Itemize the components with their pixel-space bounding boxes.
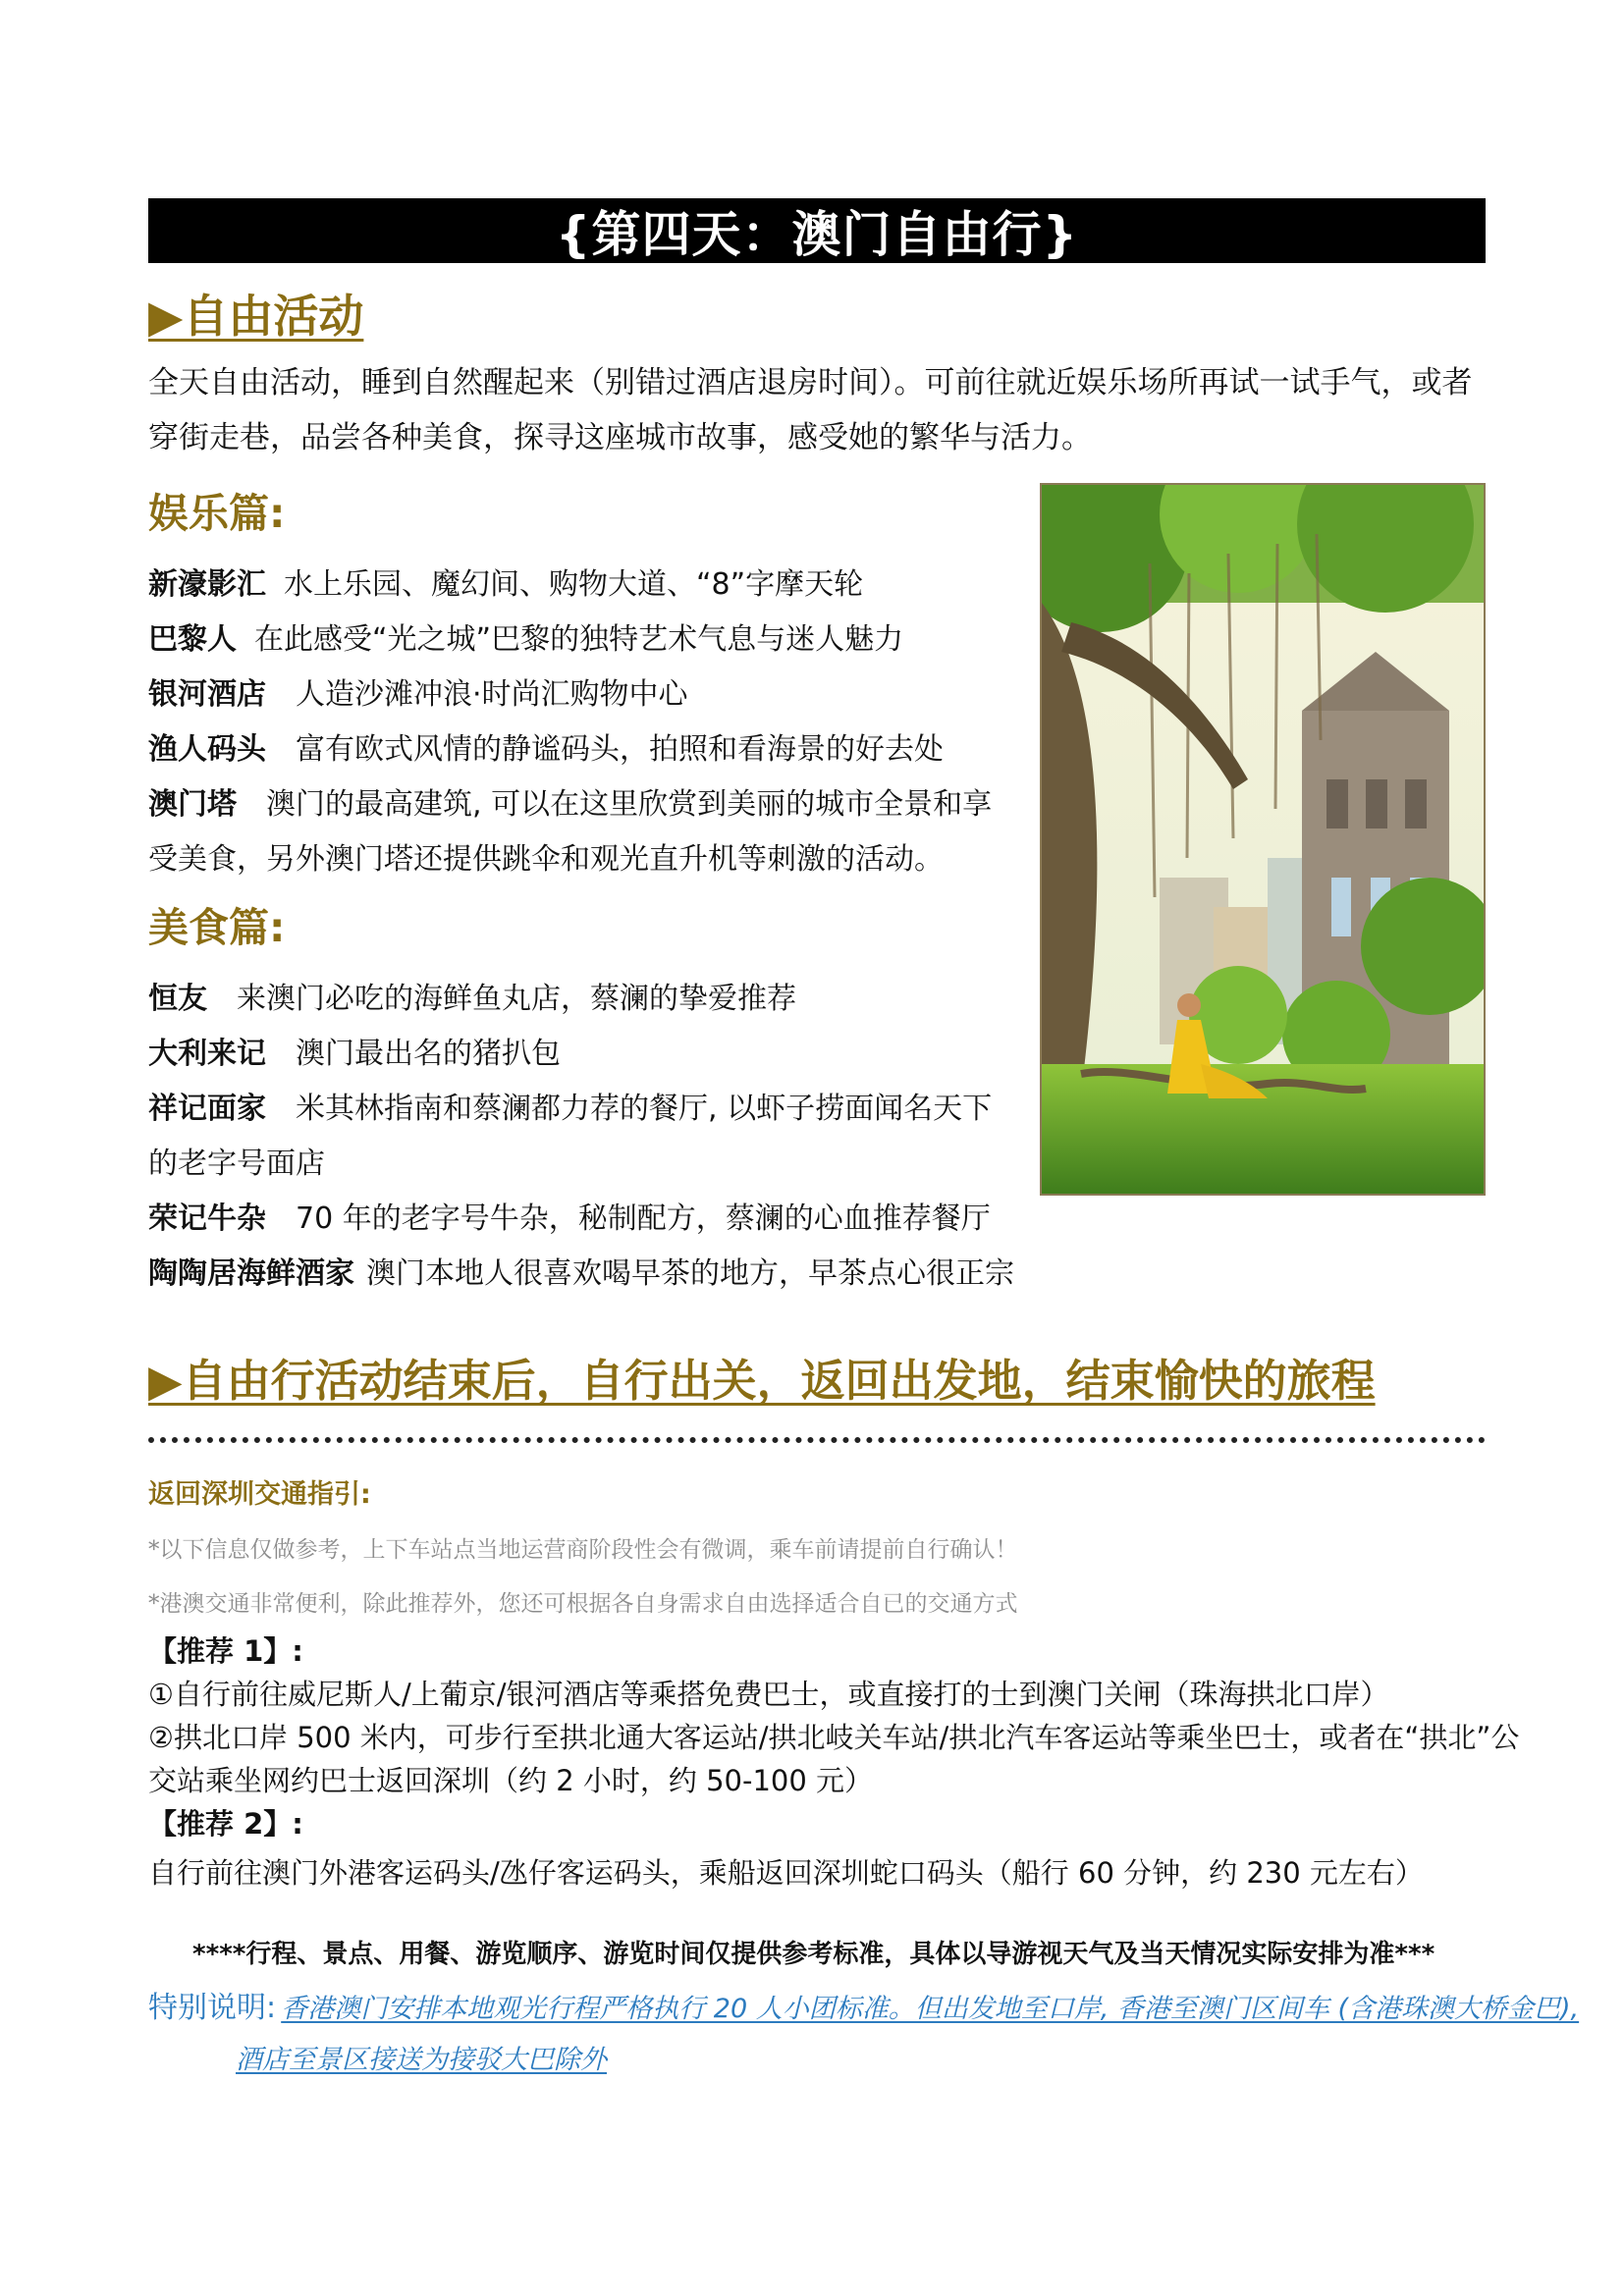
dotted-divider (148, 1437, 1486, 1443)
item-desc: 来澳门必吃的海鲜鱼丸店，蔡澜的挚爱推荐 (237, 982, 796, 1016)
item-name: 恒友 (148, 982, 207, 1016)
item-desc: 水上乐园、魔幻间、购物大道、“8”字摩天轮 (284, 567, 864, 602)
recommendation-1-line-1: ①自行前往威尼斯人/上葡京/银河酒店等乘搭免费巴士，或直接打的士到澳门关闸（珠海拱北口岸） (148, 1678, 1389, 1711)
item-desc: 澳门的最高建筑, 可以在这里欣赏到美丽的城市全景和享 (266, 787, 993, 822)
special-note-link-cont[interactable]: 酒店至景区接送为接驳大巴除外 (236, 2045, 607, 2075)
free-activity-heading: ▶自由活动 (148, 290, 364, 343)
item-name: 澳门塔 (148, 787, 237, 822)
special-note (148, 1983, 1579, 2026)
list-item (148, 1194, 991, 1237)
intro-line-2: 穿街走巷，品尝各种美食，探寻这座城市故事，感受她的繁华与活力。 (148, 420, 1092, 455)
item-desc: 澳门最出名的猪扒包 (296, 1037, 561, 1071)
item-desc: 澳门本地人很喜欢喝早茶的地方，早茶点心很正宗 (366, 1256, 1014, 1291)
recommendation-2-line-1: 自行前往澳门外港客运码头/氹仔客运码头，乘船返回深圳蛇口码头（船行 60 分钟，约 230 元左右） (148, 1856, 1424, 1890)
item-name: 祥记面家 (148, 1092, 266, 1126)
list-item-continuation: 的老字号面店 (148, 1147, 325, 1181)
list-item (148, 669, 688, 713)
transport-recommendations (148, 1629, 1520, 1895)
food-heading: 美食篇: (148, 904, 286, 951)
entertainment-heading: 娱乐篇: (148, 490, 286, 537)
list-item (148, 724, 944, 768)
landscape-image (1042, 485, 1484, 1194)
item-desc: 70 年的老字号牛杂，秘制配方，蔡澜的心血推荐餐厅 (296, 1201, 991, 1236)
disclaimer: ****行程、景点、用餐、游览顺序、游览时间仅提供参考标准，具体以导游视天气及当天情况实际安排为准*** (192, 1940, 1435, 1969)
item-desc: 米其林指南和蔡澜都力荐的餐厅, 以虾子捞面闻名天下 (296, 1092, 993, 1126)
transport-heading: 返回深圳交通指引: (148, 1479, 371, 1510)
list-item (148, 974, 796, 1017)
page-title: {第四天：澳门自由行} (148, 198, 1486, 263)
item-desc: 在此感受“光之城”巴黎的独特艺术气息与迷人魅力 (254, 622, 904, 657)
list-item (148, 779, 992, 823)
recommendation-2-label: 【推荐 2】: (148, 1807, 303, 1841)
free-activity-intro (148, 355, 1486, 465)
list-item (148, 1084, 992, 1127)
item-name: 巴黎人 (148, 622, 237, 657)
item-name: 荣记牛杂 (148, 1201, 266, 1236)
list-item (148, 1249, 1014, 1292)
list-item-continuation: 受美食，另外澳门塔还提供跳伞和观光直升机等刺激的活动。 (148, 842, 944, 877)
intro-line-1: 全天自由活动，睡到自然醒起来（别错过酒店退房时间）。可前往就近娱乐场所再试一试手气，或者 (148, 365, 1473, 400)
macau-ruins-photo (1040, 483, 1486, 1196)
recommendation-1-line-2: ②拱北口岸 500 米内，可步行至拱北通大客运站/拱北岐关车站/拱北汽车客运站等乘坐巴士，或者在“拱北”公 (148, 1721, 1520, 1754)
recommendation-1-label: 【推荐 1】: (148, 1634, 303, 1668)
list-item (148, 1029, 561, 1072)
item-name: 大利来记 (148, 1037, 266, 1071)
recommendation-1-line-3: 交站乘坐网约巴士返回深圳（约 2 小时，约 50-100 元） (148, 1764, 874, 1797)
transport-note-1: *以下信息仅做参考，上下车站点当地运营商阶段性会有微调，乘车前请提前自行确认！ (148, 1537, 1018, 1563)
list-item (148, 560, 863, 603)
special-note-link[interactable]: 香港澳门安排本地观光行程严格执行 20 人小团标准。但出发地至口岸, 香港至澳门区间车 (含港珠澳大桥金巴), (281, 1994, 1580, 2024)
item-name: 渔人码头 (148, 732, 266, 767)
item-desc: 富有欧式风情的静谧码头，拍照和看海景的好去处 (296, 732, 944, 767)
transport-note-2: *港澳交通非常便利，除此推荐外，您还可根据各自身需求自由选择适合自已的交通方式 (148, 1591, 1018, 1617)
item-desc: 人造沙滩冲浪·时尚汇购物中心 (296, 677, 688, 712)
special-note-label: 特别说明: (148, 1991, 277, 2025)
item-name: 陶陶居海鲜酒家 (148, 1256, 354, 1291)
list-item (148, 614, 903, 658)
item-name: 银河酒店 (148, 677, 266, 712)
item-name: 新濠影汇 (148, 567, 266, 602)
ending-heading: ▶自由行活动结束后，自行出关，返回出发地，结束愉快的旅程 (148, 1355, 1376, 1407)
